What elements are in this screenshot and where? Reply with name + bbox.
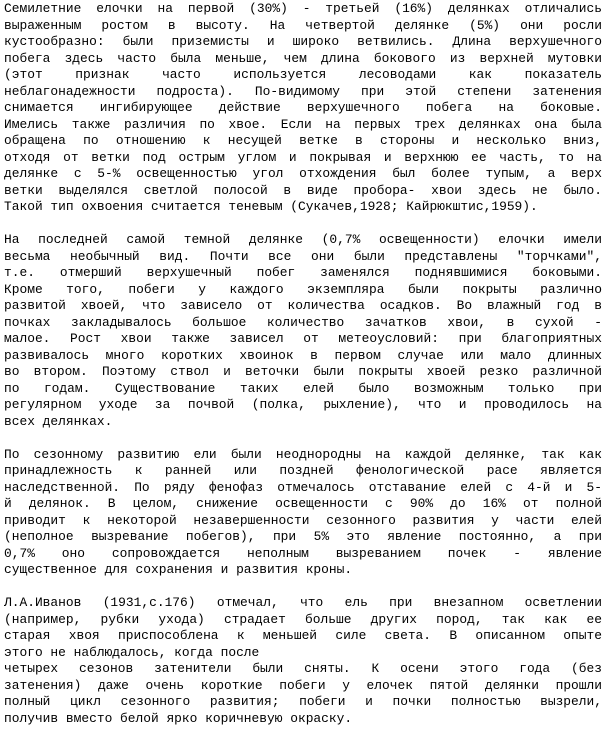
text-line: старая хвоя приспособлена к меньшей силе света. В описанном опыте [4,628,602,643]
text-line: этого не наблюдалось, когда после [4,644,260,660]
paragraph-2 [4,232,602,430]
text-line: снимается ингибирующее действие верхушечного побега на боковые. [4,100,602,115]
text-line: наследственной. По ряду фенофаз отмечалось отставание елей с 4-й и 5- [4,479,602,495]
text-line: На последней самой темной делянке (0,7% освещенности) елочки имели [4,232,602,247]
text-line: развивалось много коротких хвоинок в первом случае или мало длинных [4,347,602,363]
paragraph-4 [4,595,602,727]
text-line: неблагонадежности подроста). По-видимому при этой степени затенения [4,83,602,99]
text-line: (например, рубки ухода) страдает больше других пород, так как ее [4,611,602,627]
text-line: кустообразно: были приземисты и широко ветвились. Длина верхушечного [4,34,602,49]
paragraph-3 [4,447,602,579]
text-line: Семилетние елочки на первой (30%) - третьей (16%) делянках отличались [4,1,602,16]
text-line: весьма необычный вид. Почти все они были представлены "торчками", [4,248,602,264]
text-line: делянке с 5-% освещенностью угол отхождения был более тупым, а верх [4,166,602,181]
text-line: выраженным ростом в высоту. На четвертой делянке (5%) они росли [4,17,602,33]
text-line: 0,7% оно сопровождается неполным вызреванием почек - явление [4,545,602,561]
text-line: существенное для сохранения и развития кроны. [4,562,353,577]
text-line: Такой тип охвоения считается теневым (Сукачев,1928; Кайрюкштис,1959). [4,199,538,214]
text-line: принадлежность к ранней или поздней фенологической расе является [4,463,602,478]
text-line: й делянок. В целом, снижение освещенности с 90% до 16% от полной [4,496,602,511]
text-line: Имелись также различия по хвое. Если на первых трех делянках она была [4,116,602,132]
text-line: приводит к некоторой незавершенности сезонного развития у части елей [4,512,602,528]
text-line: побега здесь часто была меньше, чем длина бокового из верхней мутовки [4,50,602,66]
text-line: обращена по отношению к несущей ветке в стороны и несколько вниз, [4,133,602,148]
text-line: всех делянках. [4,413,113,429]
text-line: (этот признак часто используется лесоводами как показатель [4,67,602,82]
text-line: регулярном уходе за почвой (полка, рыхление), что и проводилось на [4,397,602,412]
text-line: затенения) даже очень короткие побеги у елочек пятой делянки прошли [4,677,602,693]
text-line: по годам. Существование таких елей было возможным только при [4,380,602,396]
document-body [4,1,602,744]
text-line: Кроме того, побеги у каждого экземпляра были покрыты различно [4,281,602,297]
text-line: ветки выделялся светлой полосой в виде пробора- хвои здесь не было. [4,182,602,198]
text-line: отходя от ветки под острым углом и покрывая и верхнюю ее часть, то на [4,149,602,165]
text-line: По сезонному развитию ели были неоднородны на каждой делянке, так как [4,446,602,462]
text-line: т.е. отмерший верхушечный побег заменялся поднявшимися боковыми. [4,265,602,280]
text-line: полный цикл сезонного развития; побеги и почки полностью вызрели, [4,694,602,709]
text-line: малое. Рост хвои также зависел от метеоусловий: при благоприятных [4,331,602,346]
text-line: четырех сезонов затенители были сняты. К осени этого года (без [4,661,602,676]
paragraph-1 [4,1,602,216]
text-line: почках закладывалось большое количество зачатков хвои, в сухой - [4,314,602,330]
text-line: развитой хвоей, что зависело от количества осадков. Во влажный год в [4,298,602,313]
text-line: получив вместо белой ярко коричневую окраску. [4,710,353,726]
text-line: (неполное вызревание побегов), при 5% это явление постоянно, а при [4,529,602,544]
text-line: во втором. Поэтому ствол и веточки были покрыты хвоей резко различной [4,364,602,379]
text-line: Л.А.Иванов (1931,с.176) отмечал, что ель при внезапном осветлении [4,595,602,610]
